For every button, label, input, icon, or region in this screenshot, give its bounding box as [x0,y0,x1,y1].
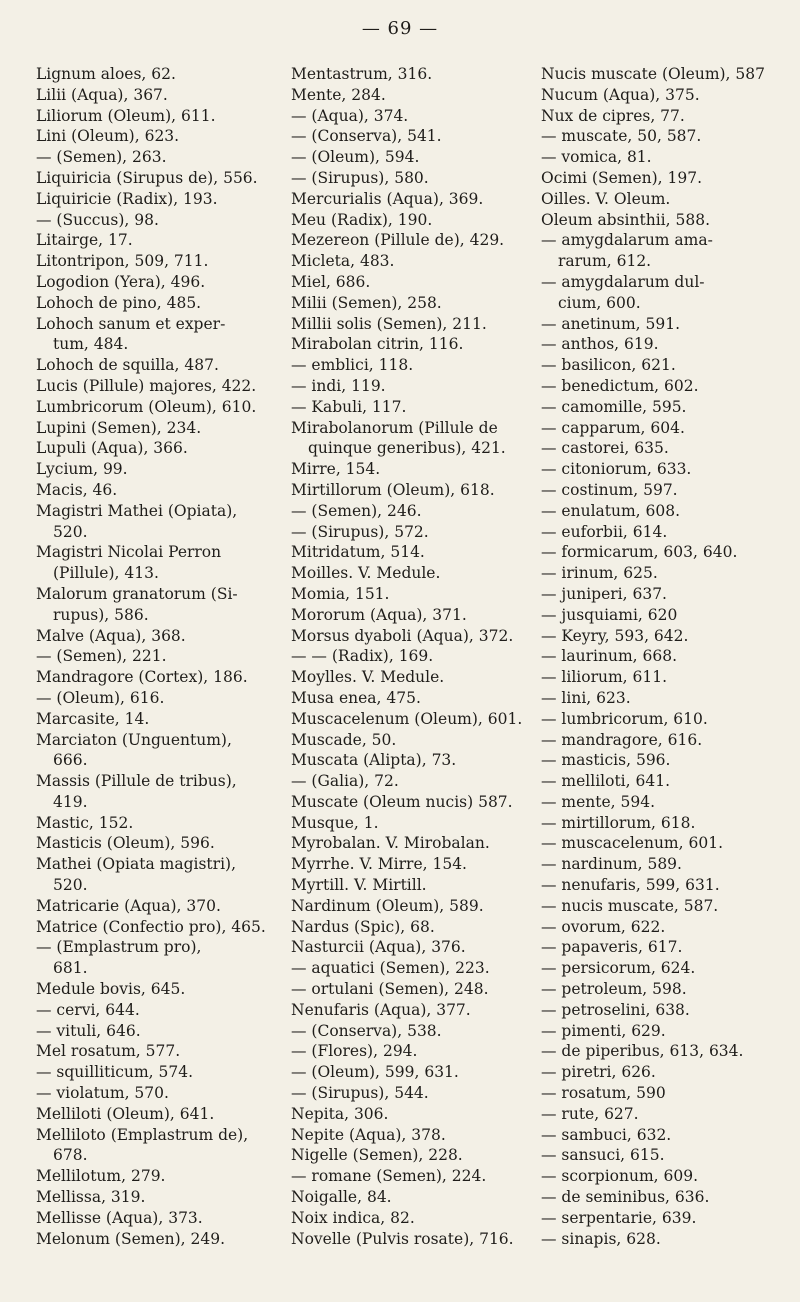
index-entry: Myrrhe. V. Mirre, 154. [291,855,467,874]
index-entry: Lignum aloes, 62. [36,65,176,83]
index-entry: — pimenti, 629. [541,1021,666,1040]
index-entry: — rute, 627. [541,1104,639,1123]
index-entry: cium, 600. [558,293,641,312]
index-entry: 419. [53,792,88,811]
index-entry: — juniperi, 637. [541,584,667,603]
index-entry: Mastic, 152. [36,813,134,832]
index-entry: Mentastrum, 316. [291,65,433,83]
index-entry: — (Conserva), 541. [291,127,442,146]
index-entry: — muscate, 50, 587. [541,127,702,146]
index-entry: — petroselini, 638. [541,1000,690,1019]
index-entry: — (Oleum), 594. [291,148,420,167]
index-entry: Lupini (Semen), 234. [36,418,202,437]
index-entry: 681. [53,959,88,978]
index-column-1 [36,64,276,1249]
index-entry: Lohoch de pino, 485. [36,293,202,312]
index-entry: Masticis (Oleum), 596. [36,834,215,853]
index-entry: Myrtill. V. Mirtill. [291,876,427,895]
index-entry: — jusquiami, 620 [541,605,678,624]
index-entry: Melonum (Semen), 249. [36,1229,226,1248]
index-entry: Muscade, 50. [291,730,397,749]
index-entry: — aquatici (Semen), 223. [291,959,490,978]
index-entry: — lumbricorum, 610. [541,709,708,728]
index-entry: Nenufaris (Aqua), 377. [291,1000,471,1019]
index-entry: — amygdalarum ama- [541,231,713,250]
index-entry: rarum, 612. [558,252,652,271]
index-entry: Marcasite, 14. [36,709,150,728]
index-entry: — mandragore, 616. [541,730,703,749]
index-entry: — mente, 594. [541,792,656,811]
index-entry: tum, 484. [53,335,129,354]
index-entry: — indi, 119. [291,376,386,395]
index-entry: — benedictum, 602. [541,376,699,395]
index-entry: — euforbii, 614. [541,522,668,541]
index-entry: 520. [53,876,88,895]
index-entry: Muscacelenum (Oleum), 601. [291,709,523,728]
index-entry: Morsus dyaboli (Aqua), 372. [291,626,514,645]
index-entry: — liliorum, 611. [541,668,668,687]
index-entry: Liquiricie (Radix), 193. [36,189,218,208]
index-entry: Massis (Pillule de tribus), [36,772,237,791]
index-entry: Micleta, 483. [291,252,395,271]
index-entry: Milii (Semen), 258. [291,293,442,312]
index-entry: — nenufaris, 599, 631. [541,876,720,895]
index-entry: — ortulani (Semen), 248. [291,980,489,999]
index-entry: Nucis muscate (Oleum), 587 [541,65,766,83]
index-entry: Mellilotum, 279. [36,1167,166,1186]
index-entry: Meu (Radix), 190. [291,210,433,229]
index-entry: — lini, 623. [541,688,631,707]
index-entry: Nasturcii (Aqua), 376. [291,938,466,957]
index-column-2 [291,64,531,1249]
index-entry: — violatum, 570. [36,1084,169,1103]
index-entry: Mandragore (Cortex), 186. [36,668,248,687]
index-entry: — enulatum, 608. [541,501,681,520]
index-entry: — ovorum, 622. [541,917,666,936]
index-entry: — (Emplastrum pro), [36,938,202,957]
index-entry: (Pillule), 413. [53,564,159,583]
index-entry: Noix indica, 82. [291,1208,415,1227]
index-entry: Marciaton (Unguentum), [36,730,232,749]
index-entry: — (Galia), 72. [291,772,399,791]
index-entry: — sambuci, 632. [541,1125,672,1144]
index-entry: Mellisse (Aqua), 373. [36,1208,203,1227]
index-entry: — castorei, 635. [541,439,669,458]
index-entry: — masticis, 596. [541,751,671,770]
index-entry: Magistri Nicolai Perron [36,543,222,562]
index-entry: — vomica, 81. [541,148,652,167]
index-entry: — Keyry, 593, 642. [541,626,689,645]
index-entry: Momia, 151. [291,584,390,603]
index-entry: Nepite (Aqua), 378. [291,1125,446,1144]
index-entry: — emblici, 118. [291,356,414,375]
index-entry: — (Succus), 98. [36,210,159,229]
index-entry: Nux de cipres, 77. [541,106,685,125]
index-entry: Lycium, 99. [36,460,128,479]
index-entry: Mirabolan citrin, 116. [291,335,464,354]
index-entry: quinque generibus), 421. [308,439,506,458]
index-entry: Lucis (Pillule) majores, 422. [36,376,257,395]
index-entry: Novelle (Pulvis rosate), 716. [291,1229,514,1248]
index-entry: — de seminibus, 636. [541,1188,710,1207]
index-entry: — mirtillorum, 618. [541,813,696,832]
index-entry: Melliloto (Emplastrum de), [36,1125,249,1144]
index-entry: 678. [53,1146,88,1165]
index-entry: Millii solis (Semen), 211. [291,314,487,333]
index-entry: — amygdalarum dul- [541,272,705,291]
index-entry: — citoniorum, 633. [541,460,692,479]
index-entry: — scorpionum, 609. [541,1167,699,1186]
index-entry: Nardus (Spic), 68. [291,917,435,936]
index-entry: — papaveris, 617. [541,938,683,957]
index-entry: — costinum, 597. [541,480,678,499]
index-entry: Miel, 686. [291,272,371,291]
index-entry: — (Conserva), 538. [291,1021,442,1040]
index-entry: — vituli, 646. [36,1021,141,1040]
index-entry: — nardinum, 589. [541,855,682,874]
index-entry: — (Sirupus), 580. [291,168,429,187]
index-entry: Malve (Aqua), 368. [36,626,186,645]
index-entry: Mororum (Aqua), 371. [291,605,467,624]
index-entry: — (Flores), 294. [291,1042,418,1061]
index-entry: Lohoch sanum et exper- [36,314,226,333]
index-entry: — anetinum, 591. [541,314,681,333]
index-entry: — persicorum, 624. [541,959,696,978]
index-entry: Matricarie (Aqua), 370. [36,896,221,915]
index-entry: — cervi, 644. [36,1000,140,1019]
index-entry: — muscacelenum, 601. [541,834,723,853]
index-entry: Musque, 1. [291,813,379,832]
index-entry: 520. [53,522,88,541]
index-entry: Mirtillorum (Oleum), 618. [291,480,495,499]
index-entry: Lumbricorum (Oleum), 610. [36,397,257,416]
index-entry: — piretri, 626. [541,1063,656,1082]
index-entry: Nepita, 306. [291,1104,389,1123]
index-entry: Litairge, 17. [36,231,133,250]
index-entry: Medule bovis, 645. [36,980,186,999]
index-entry: — (Oleum), 599, 631. [291,1063,459,1082]
index-entry: Lini (Oleum), 623. [36,127,180,146]
index-entry: Muscate (Oleum nucis) 587. [291,792,513,811]
index-entry: — rosatum, 590 [541,1084,666,1103]
index-entry: — laurinum, 668. [541,647,678,666]
index-entry: Mercurialis (Aqua), 369. [291,189,484,208]
index-entry: — capparum, 604. [541,418,685,437]
index-entry: Muscata (Alipta), 73. [291,751,457,770]
page-number: — 69 — [361,18,439,39]
index-entry: — (Oleum), 616. [36,688,165,707]
index-entry: — (Sirupus), 544. [291,1084,429,1103]
index-entry: Mirre, 154. [291,460,381,479]
index-entry: Moylles. V. Medule. [291,668,445,687]
index-entry: Magistri Mathei (Opiata), [36,501,238,520]
index-entry: Liliorum (Oleum), 611. [36,106,216,125]
index-entry: — (Semen), 221. [36,647,167,666]
index-entry: Matrice (Confectio pro), 465. [36,917,266,936]
index-entry: — camomille, 595. [541,397,687,416]
index-entry: Liquiricia (Sirupus de), 556. [36,168,258,187]
index-entry: Nardinum (Oleum), 589. [291,896,484,915]
index-entry: Moilles. V. Medule. [291,564,441,583]
index-entry: — nucis muscate, 587. [541,896,719,915]
index-entry: — melliloti, 641. [541,772,671,791]
index-entry: — Kabuli, 117. [291,397,407,416]
index-entry: Macis, 46. [36,480,118,499]
index-entry: rupus), 586. [53,605,149,624]
index-entry: Musa enea, 475. [291,688,421,707]
index-entry: Mel rosatum, 577. [36,1042,181,1061]
index-entry: — irinum, 625. [541,564,658,583]
index-entry: Logodion (Yera), 496. [36,272,206,291]
index-entry: Ocimi (Semen), 197. [541,168,703,187]
index-entry: — — (Radix), 169. [291,647,434,666]
index-entry: Oilles. V. Oleum. [541,189,671,208]
index-entry: Lupuli (Aqua), 366. [36,439,188,458]
index-entry: Mellissa, 319. [36,1188,146,1207]
index-entry: Oleum absinthii, 588. [541,210,710,229]
index-entry: — basilicon, 621. [541,356,676,375]
index-entry: — (Sirupus), 572. [291,522,429,541]
index-entry: — squilliticum, 574. [36,1063,194,1082]
index-entry: Melliloti (Oleum), 641. [36,1104,215,1123]
index-entry: Noigalle, 84. [291,1188,392,1207]
index-entry: — (Semen), 263. [36,148,167,167]
index-entry: — (Semen), 246. [291,501,422,520]
index-entry: Mente, 284. [291,85,386,104]
index-entry: — romane (Semen), 224. [291,1167,487,1186]
index-entry: Lohoch de squilla, 487. [36,356,219,375]
index-entry: Mathei (Opiata magistri), [36,855,236,874]
index-entry: — (Aqua), 374. [291,106,409,125]
index-entry: Malorum granatorum (Si- [36,584,238,603]
index-entry: Mezereon (Pillule de), 429. [291,231,505,250]
index-entry: — anthos, 619. [541,335,659,354]
index-entry: Mirabolanorum (Pillule de [291,418,498,437]
index-entry: — formicarum, 603, 640. [541,543,738,562]
index-entry: — serpentarie, 639. [541,1208,697,1227]
index-column-3 [541,64,781,1249]
index-entry: Nigelle (Semen), 228. [291,1146,463,1165]
index-entry: — petroleum, 598. [541,980,687,999]
index-entry: Mitridatum, 514. [291,543,425,562]
index-entry: Myrobalan. V. Mirobalan. [291,834,490,853]
index-entry: — sinapis, 628. [541,1229,661,1248]
index-entry: 666. [53,751,88,770]
index-entry: Litontripon, 509, 711. [36,252,209,271]
index-entry: Lilii (Aqua), 367. [36,85,168,104]
index-entry: Nucum (Aqua), 375. [541,85,700,104]
index-entry: — de piperibus, 613, 634. [541,1042,744,1061]
index-entry: — sansuci, 615. [541,1146,665,1165]
